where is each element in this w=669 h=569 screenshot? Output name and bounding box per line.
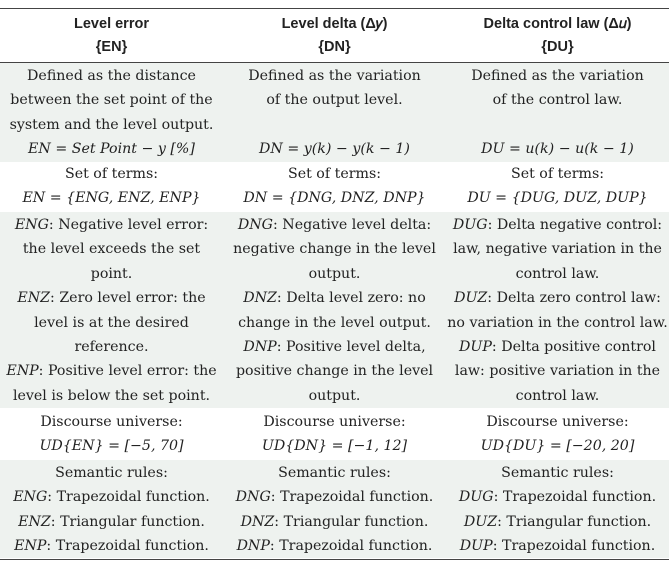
universe-delta-control-law	[446, 410, 669, 459]
term-line: level is below the set point.	[12, 387, 211, 404]
definition-line: Defined as the distance	[27, 68, 196, 84]
header-level-error	[0, 13, 223, 59]
rule-code: DUP	[459, 538, 493, 555]
definition-formula: DN = y(k) − y(k − 1)	[259, 141, 410, 157]
set-label: Set of terms:	[510, 166, 605, 182]
term-line: law: positive variation in the	[454, 363, 661, 380]
term-line: DNG: Negative level delta:	[237, 217, 432, 233]
semantic-rule: ENG: Trapezoidal function.	[13, 489, 210, 506]
definition-line: Defined as the variation	[471, 68, 644, 84]
semantic-rule: DUP: Trapezoidal function.	[459, 538, 656, 555]
term-code: ENG	[14, 217, 49, 233]
term-line: DUG: Delta negative control:	[452, 217, 663, 233]
term-line: law, negative variation in the	[453, 241, 662, 258]
rule-code: DNP	[236, 538, 270, 555]
universe-level-error	[0, 410, 223, 459]
term-line: change in the level output.	[238, 314, 431, 331]
definition-level-delta	[223, 64, 446, 113]
header-title: Delta control law (Δ𝑢)	[483, 16, 632, 32]
term-line: control law.	[515, 265, 600, 282]
universe-label: Discourse universe:	[40, 414, 183, 430]
rule-code: DNZ	[240, 513, 275, 530]
universe-level-delta	[223, 410, 446, 459]
set-formula: DU = {DUG, DUZ, DUP}	[467, 190, 648, 207]
term-line: DUZ: Delta zero control law:	[454, 290, 661, 307]
term-line: point.	[90, 265, 133, 282]
header-title: Level error	[74, 16, 149, 32]
term-line: DUP: Delta positive control	[459, 339, 656, 356]
term-line: ENG: Negative level error:	[14, 217, 209, 233]
definition-formula: DU = u(k) − u(k − 1)	[481, 141, 634, 157]
rule-code: ENP	[14, 538, 47, 555]
term-line: reference.	[74, 339, 149, 356]
term-line: DNZ: Delta level zero: no	[243, 290, 426, 307]
rule-bottom	[0, 559, 669, 560]
semantic-label: Semantic rules:	[501, 465, 614, 481]
definition-line: of the control law.	[492, 92, 623, 109]
term-code: DUG	[452, 217, 488, 233]
definition-delta-control-law	[446, 64, 669, 113]
term-code: DUZ	[454, 290, 488, 307]
term-code: DNP	[243, 339, 277, 356]
definition-formula: EN = Set Point − y [%]	[28, 141, 195, 158]
universe-label: Discourse universe:	[263, 414, 406, 430]
term-code: DNG	[237, 217, 273, 233]
definition-line: system and the level output.	[9, 116, 214, 133]
semantic-level-error	[0, 461, 223, 559]
header-delta-control-law	[446, 13, 669, 59]
universe-label: Discourse universe:	[486, 414, 629, 430]
semantic-rule: ENZ: Triangular function.	[18, 513, 205, 530]
terms-delta-control-law	[446, 213, 669, 408]
terms-level-delta	[223, 213, 446, 408]
set-label: Set of terms:	[287, 166, 382, 182]
universe-formula: UD{DN} = [−1, 12]	[261, 438, 408, 455]
set-formula: DN = {DNG, DNZ, DNP}	[243, 190, 426, 207]
semantic-label: Semantic rules:	[278, 465, 391, 481]
semantic-rule: DNZ: Triangular function.	[240, 513, 429, 530]
header-level-delta	[223, 13, 446, 59]
term-line: negative change in the level	[233, 241, 436, 258]
header-code: {DN}	[318, 39, 351, 55]
set-label: Set of terms:	[64, 166, 159, 182]
term-line: ENZ: Zero level error: the	[17, 290, 206, 307]
header-code: {EN}	[95, 39, 128, 55]
definition-level-error	[0, 64, 223, 162]
rule-code: ENG	[13, 489, 48, 506]
header-title: Level delta (Δ𝑦)	[281, 16, 388, 32]
universe-formula: UD{DU} = [−20, 20]	[480, 438, 635, 455]
rule-code: DUZ	[463, 513, 498, 530]
term-code: ENZ	[17, 290, 51, 307]
term-code: DUP	[459, 339, 492, 356]
header-code: {DU}	[541, 39, 574, 55]
rule-header	[0, 62, 669, 63]
definition-line: of the output level.	[266, 92, 403, 109]
set-level-delta	[223, 162, 446, 211]
definition-line: Defined as the variation	[248, 68, 421, 84]
term-line: output.	[308, 387, 361, 404]
definition-line: between the set point of the	[10, 92, 213, 109]
semantic-label: Semantic rules:	[55, 465, 168, 481]
terms-level-error	[0, 213, 223, 408]
semantic-delta-control-law	[446, 461, 669, 559]
term-line: the level exceeds the set	[22, 241, 201, 258]
semantic-level-delta	[223, 461, 446, 559]
term-line: level is at the desired	[34, 314, 189, 331]
set-level-error	[0, 162, 223, 211]
rule-code: ENZ	[18, 513, 51, 530]
term-line: DNP: Positive level delta,	[243, 339, 426, 356]
rule-code: DUG	[458, 489, 494, 506]
set-formula: EN = {ENG, ENZ, ENP}	[22, 190, 201, 207]
term-line: positive change in the level	[235, 363, 434, 380]
semantic-rule: DUZ: Triangular function.	[463, 513, 652, 530]
term-line: ENP: Positive level error: the	[6, 363, 217, 380]
semantic-rule: DNP: Trapezoidal function.	[236, 538, 433, 555]
rule-code: DNG	[235, 489, 271, 506]
semantic-rule: DUG: Trapezoidal function.	[458, 489, 657, 506]
set-delta-control-law	[446, 162, 669, 211]
universe-formula: UD{EN} = [−5, 70]	[39, 438, 184, 455]
semantic-rule: ENP: Trapezoidal function.	[14, 538, 209, 555]
term-line: output.	[308, 265, 361, 282]
term-code: ENP	[6, 363, 39, 380]
semantic-rule: DNG: Trapezoidal function.	[235, 489, 434, 506]
rule-top	[0, 8, 669, 9]
term-line: control law.	[515, 387, 600, 404]
term-code: DNZ	[243, 290, 277, 307]
term-line: no variation in the control law.	[447, 314, 668, 331]
